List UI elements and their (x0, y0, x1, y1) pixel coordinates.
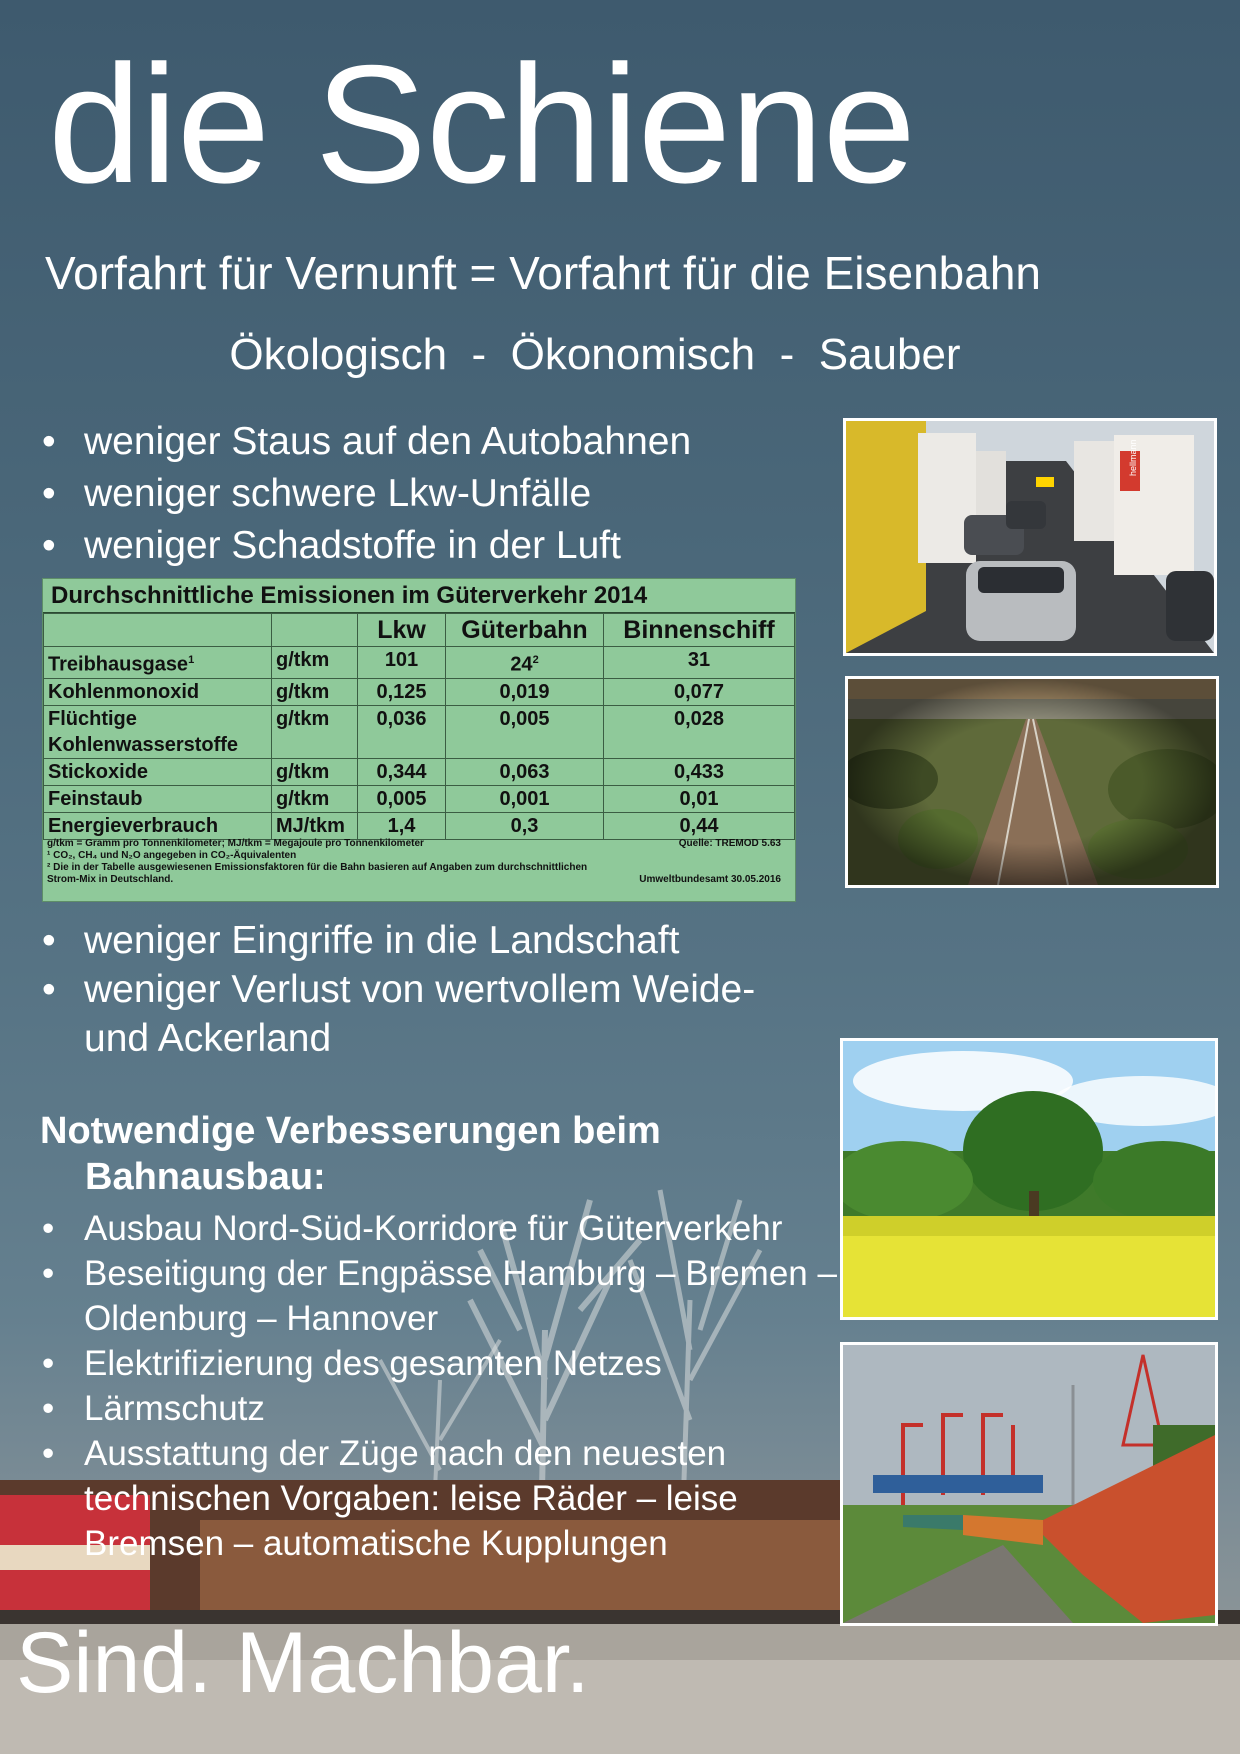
list-item: • weniger schwere Lkw-Unfälle (42, 468, 802, 520)
footer-slogan: Sind. Machbar. (16, 1615, 590, 1711)
row-label: Flüchtige Kohlenwasserstoffe (44, 705, 272, 758)
footnote-1: ¹ CO₂, CH₄ und N₂O angegeben in CO₂-Äquivalenten (47, 850, 297, 861)
list-item: • weniger Eingriffe in die Landschaft (42, 916, 822, 965)
row-label: Feinstaub (44, 785, 272, 812)
value-lkw: 0,125 (358, 678, 446, 705)
emissions-table (42, 578, 796, 902)
value-schiff: 0,028 (604, 705, 795, 758)
benefits-top-list (42, 416, 802, 572)
row-label: Kohlenmonoxid (44, 678, 272, 705)
row-unit: g/tkm (272, 758, 358, 785)
emissions-grid (43, 613, 795, 840)
value-bahn: 0,019 (446, 678, 604, 705)
list-item: • Elektrifizierung des gesamten Netzes (42, 1341, 862, 1386)
value-schiff: 31 (604, 647, 795, 679)
value-bahn: 0,001 (446, 785, 604, 812)
table-header (44, 614, 272, 647)
list-item: • weniger Schadstoffe in der Luft (42, 520, 802, 572)
row-unit: g/tkm (272, 647, 358, 679)
footnote-3: Strom-Mix in Deutschland. (47, 874, 174, 885)
table-header-row (44, 614, 795, 647)
list-item: • Beseitigung der Engpässe Hamburg – Bremen – Oldenburg – Hannover (42, 1251, 862, 1341)
page-title: die Schiene (48, 30, 915, 218)
rapeseed-field-photo (840, 1038, 1218, 1320)
value-schiff: 0,433 (604, 758, 795, 785)
truck-sign: hellmann (1128, 439, 1138, 476)
row-label: Energieverbrauch (44, 812, 272, 839)
list-item: • weniger Verlust von wertvollem Weide- und Ackerland (42, 965, 822, 1063)
value-lkw: 0,005 (358, 785, 446, 812)
table-header: Güterbahn (446, 614, 604, 647)
footnote-source: Quelle: TREMOD 5.63 (678, 838, 781, 849)
row-unit: g/tkm (272, 705, 358, 758)
value-bahn: 0,063 (446, 758, 604, 785)
improvements-heading-line1: Notwendige Verbesserungen beim (40, 1110, 661, 1152)
freight-train-port-photo (840, 1342, 1218, 1626)
value-bahn: 0,005 (446, 705, 604, 758)
value-schiff: 0,01 (604, 785, 795, 812)
railway-track-photo (845, 676, 1219, 888)
table-title: Durchschnittliche Emissionen im Güterverkehr 2014 (43, 579, 795, 613)
table-row (44, 785, 795, 812)
benefits-bottom-list (42, 916, 822, 1063)
footnote-agency: Umweltbundesamt 30.05.2016 (639, 874, 781, 885)
list-item: • Ausbau Nord-Süd-Korridore für Güterverkehr (42, 1206, 862, 1251)
row-label: Treibhausgase$^1$ (44, 647, 272, 679)
row-unit: g/tkm (272, 678, 358, 705)
footnote-units: g/tkm = Gramm pro Tonnenkilometer; MJ/tkm = Megajoule pro Tonnenkilometer (47, 838, 424, 849)
improvements-heading (40, 1108, 840, 1200)
value-lkw: 0,344 (358, 758, 446, 785)
row-label: Stickoxide (44, 758, 272, 785)
list-item: • Ausstattung der Züge nach den neuesten technischen Vorgaben: leise Räder – leise Bremsen – automatische Kupplungen (42, 1431, 862, 1566)
table-header: Binnenschiff (604, 614, 795, 647)
table-header (272, 614, 358, 647)
value-bahn: $24^2$ (446, 647, 604, 679)
row-unit: g/tkm (272, 785, 358, 812)
value-schiff: 0,44 (604, 812, 795, 839)
value-schiff: 0,077 (604, 678, 795, 705)
table-footnotes (47, 838, 791, 886)
value-lkw: 101 (358, 647, 446, 679)
value-lkw: 1,4 (358, 812, 446, 839)
table-row (44, 812, 795, 839)
improvements-list (42, 1206, 862, 1566)
list-item: • Lärmschutz (42, 1386, 862, 1431)
value-bahn: 0,3 (446, 812, 604, 839)
subtitle: Vorfahrt für Vernunft = Vorfahrt für die Eisenbahn (45, 247, 1042, 299)
row-unit: MJ/tkm (272, 812, 358, 839)
table-row (44, 705, 795, 758)
footnote-2: ² Die in der Tabelle ausgewiesenen Emissionsfaktoren für die Bahn basieren auf Angaben zum durchschnittlichen (47, 862, 588, 873)
table-row (44, 678, 795, 705)
table-row (44, 647, 795, 679)
table-row (44, 758, 795, 785)
list-item: • weniger Staus auf den Autobahnen (42, 416, 802, 468)
traffic-jam-photo (843, 418, 1217, 656)
table-header: Lkw (358, 614, 446, 647)
improvements-heading-line2: Bahnausbau: (85, 1156, 326, 1198)
tagline: Ökologisch - Ökonomisch - Sauber (229, 330, 961, 379)
value-lkw: 0,036 (358, 705, 446, 758)
